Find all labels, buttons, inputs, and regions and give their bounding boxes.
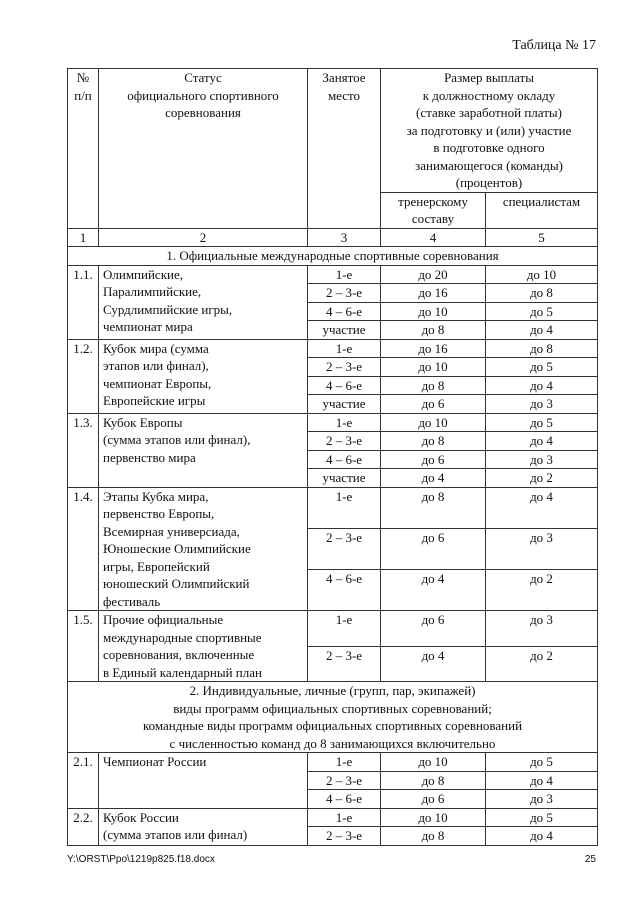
specialist-cell: до 3 bbox=[486, 790, 598, 809]
trainer-cell: до 10 bbox=[381, 413, 486, 432]
trainer-cell: до 10 bbox=[381, 808, 486, 827]
section-row bbox=[68, 682, 598, 753]
specialist-cell: до 4 bbox=[486, 321, 598, 340]
table-row bbox=[68, 339, 598, 358]
trainer-cell: до 8 bbox=[381, 771, 486, 790]
place-cell: 4 – 6-е bbox=[308, 376, 381, 395]
place-cell: участие bbox=[308, 395, 381, 414]
trainer-cell: до 4 bbox=[381, 569, 486, 610]
header-trainers: тренерскому составу bbox=[381, 192, 486, 228]
header-status: Статус официального спортивного соревнования bbox=[99, 69, 308, 229]
section-title: 2. Индивидуальные, личные (групп, пар, экипажей) виды программ официальных спортивных соревнований; командные виды программ официальных спортивных соревнований с численностью команд до 8 занимающихся включительно bbox=[68, 682, 598, 753]
row-number: 2.1. bbox=[68, 753, 99, 809]
trainer-cell: до 8 bbox=[381, 376, 486, 395]
trainer-cell: до 8 bbox=[381, 487, 486, 528]
place-cell: 4 – 6-е bbox=[308, 569, 381, 610]
specialist-cell: до 3 bbox=[486, 450, 598, 469]
specialist-cell: до 3 bbox=[486, 395, 598, 414]
place-cell: 2 – 3-е bbox=[308, 284, 381, 303]
place-cell: 4 – 6-е bbox=[308, 450, 381, 469]
trainer-cell: до 6 bbox=[381, 450, 486, 469]
row-number: 1.1. bbox=[68, 265, 99, 339]
place-cell: 1-е bbox=[308, 265, 381, 284]
table-row bbox=[68, 808, 598, 827]
trainer-cell: до 8 bbox=[381, 432, 486, 451]
row-status: Чемпионат России bbox=[99, 753, 308, 809]
table-row bbox=[68, 265, 598, 284]
specialist-cell: до 4 bbox=[486, 376, 598, 395]
header-place: Занятое место bbox=[308, 69, 381, 229]
row-number: 1.2. bbox=[68, 339, 99, 413]
place-cell: 4 – 6-е bbox=[308, 302, 381, 321]
section-title: 1. Официальные международные спортивные соревнования bbox=[68, 247, 598, 266]
place-cell: 2 – 3-е bbox=[308, 646, 381, 682]
colnum: 3 bbox=[308, 228, 381, 247]
place-cell: участие bbox=[308, 321, 381, 340]
specialist-cell: до 5 bbox=[486, 413, 598, 432]
row-status: Кубок Европы (сумма этапов или финал), первенство мира bbox=[99, 413, 308, 487]
table-row bbox=[68, 611, 598, 647]
page-number: 25 bbox=[584, 854, 596, 865]
place-cell: 1-е bbox=[308, 487, 381, 528]
trainer-cell: до 8 bbox=[381, 827, 486, 846]
colnum: 2 bbox=[99, 228, 308, 247]
trainer-cell: до 6 bbox=[381, 790, 486, 809]
row-number: 1.5. bbox=[68, 611, 99, 682]
place-cell: 1-е bbox=[308, 413, 381, 432]
header-num: № п/п bbox=[68, 69, 99, 229]
specialist-cell: до 2 bbox=[486, 646, 598, 682]
place-cell: 2 – 3-е bbox=[308, 528, 381, 569]
trainer-cell: до 10 bbox=[381, 358, 486, 377]
row-number: 1.4. bbox=[68, 487, 99, 611]
trainer-cell: до 20 bbox=[381, 265, 486, 284]
trainer-cell: до 16 bbox=[381, 284, 486, 303]
specialist-cell: до 5 bbox=[486, 808, 598, 827]
row-status: Прочие официальные международные спортивные соревнования, включенные в Единый календарный план bbox=[99, 611, 308, 682]
specialist-cell: до 4 bbox=[486, 432, 598, 451]
table-header-row bbox=[68, 69, 598, 193]
trainer-cell: до 10 bbox=[381, 302, 486, 321]
specialist-cell: до 4 bbox=[486, 827, 598, 846]
trainer-cell: до 16 bbox=[381, 339, 486, 358]
specialist-cell: до 3 bbox=[486, 528, 598, 569]
row-number: 1.3. bbox=[68, 413, 99, 487]
header-payment: Размер выплаты к должностному окладу (ставке заработной платы) за подготовку и (или) участие в подготовке одного занимающегося (команды) (процентов) bbox=[381, 69, 598, 193]
place-cell: 1-е bbox=[308, 753, 381, 772]
row-number: 2.2. bbox=[68, 808, 99, 845]
place-cell: 2 – 3-е bbox=[308, 827, 381, 846]
table-row bbox=[68, 753, 598, 772]
colnum: 4 bbox=[381, 228, 486, 247]
trainer-cell: до 8 bbox=[381, 321, 486, 340]
place-cell: 1-е bbox=[308, 339, 381, 358]
specialist-cell: до 2 bbox=[486, 469, 598, 488]
place-cell: 2 – 3-е bbox=[308, 432, 381, 451]
specialist-cell: до 10 bbox=[486, 265, 598, 284]
trainer-cell: до 10 bbox=[381, 753, 486, 772]
place-cell: участие bbox=[308, 469, 381, 488]
payment-table bbox=[67, 68, 598, 846]
specialist-cell: до 4 bbox=[486, 771, 598, 790]
specialist-cell: до 5 bbox=[486, 753, 598, 772]
specialist-cell: до 5 bbox=[486, 358, 598, 377]
row-status: Олимпийские, Паралимпийские, Сурдлимпийские игры, чемпионат мира bbox=[99, 265, 308, 339]
place-cell: 2 – 3-е bbox=[308, 358, 381, 377]
section-row bbox=[68, 247, 598, 266]
trainer-cell: до 4 bbox=[381, 469, 486, 488]
specialist-cell: до 3 bbox=[486, 611, 598, 647]
row-status: Кубок России (сумма этапов или финал) bbox=[99, 808, 308, 845]
place-cell: 1-е bbox=[308, 808, 381, 827]
specialist-cell: до 4 bbox=[486, 487, 598, 528]
place-cell: 2 – 3-е bbox=[308, 771, 381, 790]
row-status: Кубок мира (сумма этапов или финал), чемпионат Европы, Европейские игры bbox=[99, 339, 308, 413]
table-row bbox=[68, 413, 598, 432]
column-number-row bbox=[68, 228, 598, 247]
specialist-cell: до 8 bbox=[486, 339, 598, 358]
header-specialists: специалистам bbox=[486, 192, 598, 228]
table-label: Таблица № 17 bbox=[512, 38, 596, 53]
trainer-cell: до 6 bbox=[381, 528, 486, 569]
place-cell: 4 – 6-е bbox=[308, 790, 381, 809]
specialist-cell: до 2 bbox=[486, 569, 598, 610]
specialist-cell: до 5 bbox=[486, 302, 598, 321]
colnum: 1 bbox=[68, 228, 99, 247]
trainer-cell: до 4 bbox=[381, 646, 486, 682]
specialist-cell: до 8 bbox=[486, 284, 598, 303]
row-status: Этапы Кубка мира, первенство Европы, Всемирная универсиада, Юношеские Олимпийские игры, Европейский юношеский Олимпийский фестиваль bbox=[99, 487, 308, 611]
place-cell: 1-е bbox=[308, 611, 381, 647]
trainer-cell: до 6 bbox=[381, 611, 486, 647]
colnum: 5 bbox=[486, 228, 598, 247]
footer-path: Y:\ORST\Ppo\1219p825.f18.docx bbox=[67, 854, 215, 865]
trainer-cell: до 6 bbox=[381, 395, 486, 414]
table-row bbox=[68, 487, 598, 528]
